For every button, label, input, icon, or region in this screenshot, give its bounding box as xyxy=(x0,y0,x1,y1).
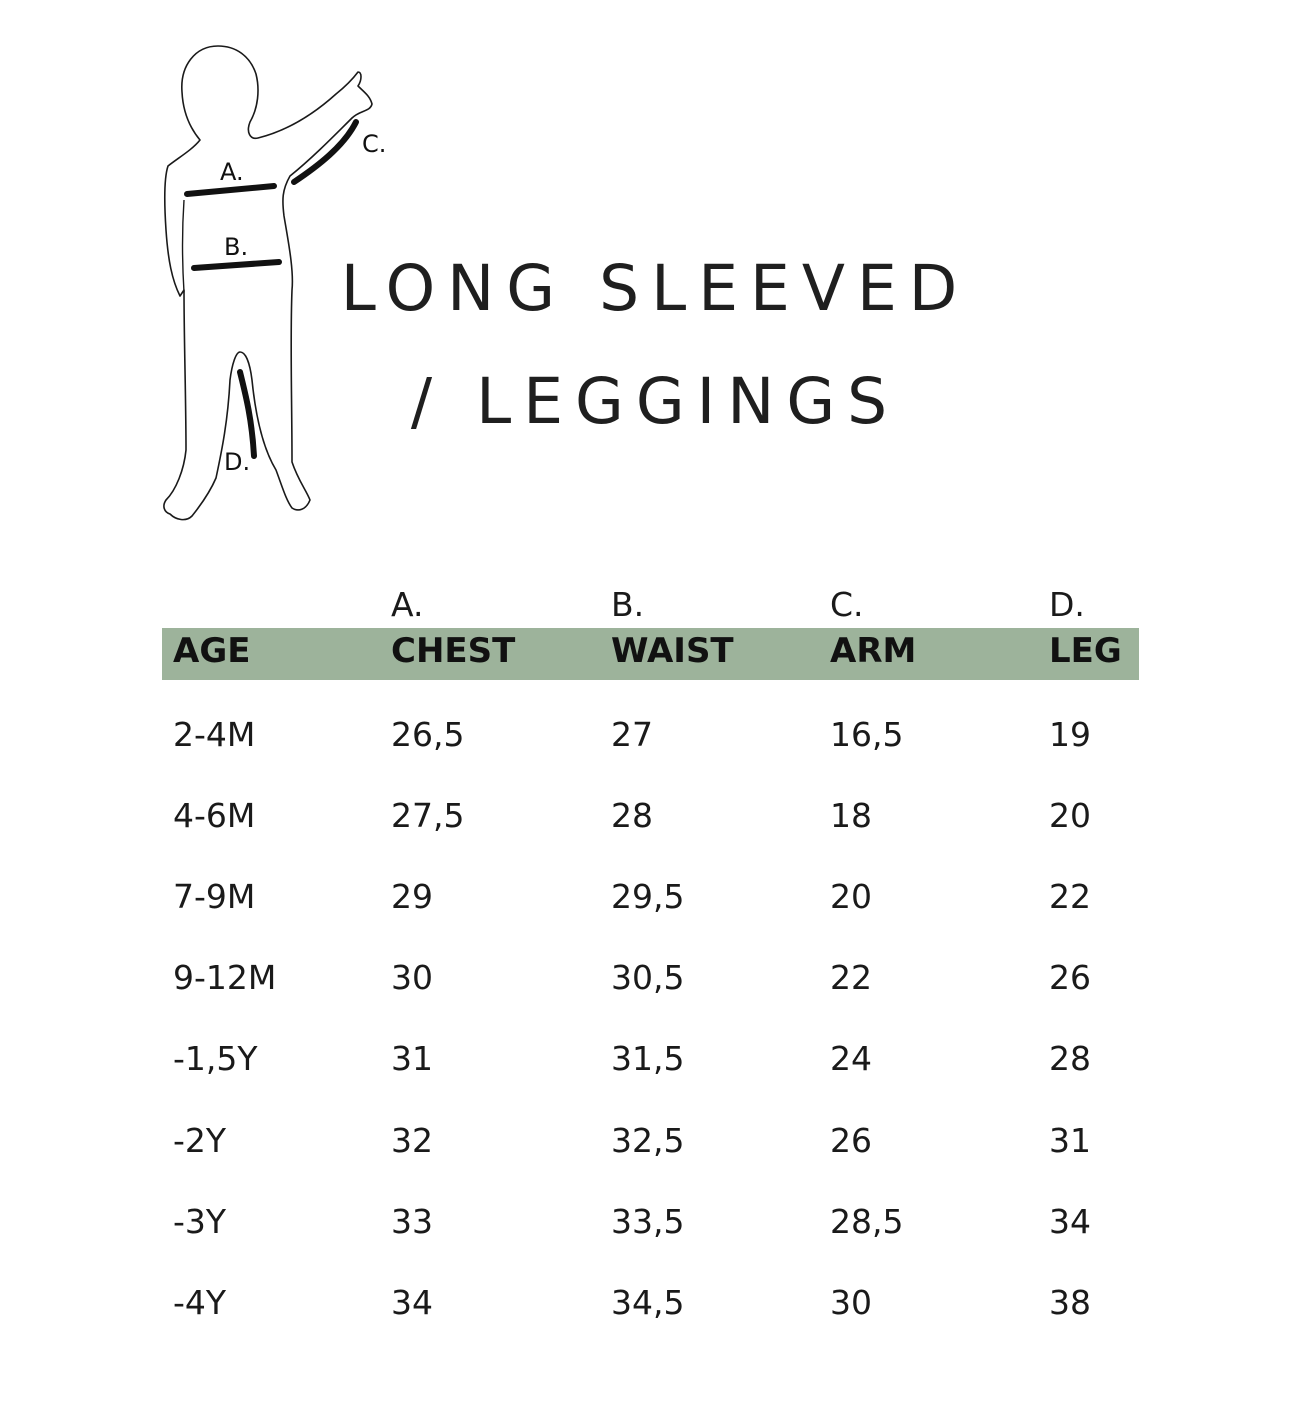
measurement-cell: 32,5 xyxy=(611,1121,685,1160)
title-line-1: LONG SLEEVED xyxy=(340,252,970,325)
measurement-cell: 30,5 xyxy=(611,958,685,997)
marker-a-bar xyxy=(187,186,274,194)
age-cell: -3Y xyxy=(173,1202,227,1241)
measurement-cell: 28,5 xyxy=(830,1202,904,1241)
measurement-cell: 38 xyxy=(1049,1283,1091,1322)
measurement-cell: 32 xyxy=(391,1121,433,1160)
column-header: ARM xyxy=(830,631,917,671)
measurement-cell: 22 xyxy=(1049,877,1091,916)
measurement-cell: 27 xyxy=(611,715,653,754)
title-line-2: / LEGGINGS xyxy=(410,365,900,438)
measurement-cell: 22 xyxy=(830,958,872,997)
column-letter: D. xyxy=(1049,585,1085,624)
age-cell: 4-6M xyxy=(173,796,256,835)
measurement-cell: 26,5 xyxy=(391,715,465,754)
measurement-cell: 20 xyxy=(830,877,872,916)
measurement-cell: 34 xyxy=(1049,1202,1091,1241)
measurement-cell: 31 xyxy=(1049,1121,1091,1160)
measurement-cell: 26 xyxy=(1049,958,1091,997)
measurement-cell: 26 xyxy=(830,1121,872,1160)
page-title xyxy=(300,232,1010,458)
measurement-cell: 24 xyxy=(830,1039,872,1078)
measurement-cell: 27,5 xyxy=(391,796,465,835)
measurement-cell: 16,5 xyxy=(830,715,904,754)
measurement-cell: 28 xyxy=(611,796,653,835)
marker-d-label: D. xyxy=(224,448,251,476)
age-cell: 7-9M xyxy=(173,877,256,916)
measurement-cell: 28 xyxy=(1049,1039,1091,1078)
measurement-cell: 31 xyxy=(391,1039,433,1078)
column-header: WAIST xyxy=(611,631,734,671)
column-header: AGE xyxy=(173,631,251,671)
measurement-cell: 18 xyxy=(830,796,872,835)
measurement-cell: 33,5 xyxy=(611,1202,685,1241)
age-cell: -1,5Y xyxy=(173,1039,258,1078)
marker-c-label: C. xyxy=(362,130,387,158)
column-header: CHEST xyxy=(391,631,516,671)
age-cell: 9-12M xyxy=(173,958,277,997)
measurement-cell: 34 xyxy=(391,1283,433,1322)
age-cell: -4Y xyxy=(173,1283,227,1322)
marker-c-bar xyxy=(294,122,356,182)
column-header: LEG xyxy=(1049,631,1122,671)
marker-b-bar xyxy=(194,262,279,268)
measurement-cell: 33 xyxy=(391,1202,433,1241)
measurement-cell: 30 xyxy=(391,958,433,997)
measurement-cell: 34,5 xyxy=(611,1283,685,1322)
column-letter: C. xyxy=(830,585,864,624)
measurement-cell: 20 xyxy=(1049,796,1091,835)
column-letter: A. xyxy=(391,585,424,624)
age-cell: -2Y xyxy=(173,1121,227,1160)
marker-a-label: A. xyxy=(220,158,244,186)
measurement-cell: 31,5 xyxy=(611,1039,685,1078)
measurement-cell: 29,5 xyxy=(611,877,685,916)
measurement-cell: 29 xyxy=(391,877,433,916)
measurement-cell: 30 xyxy=(830,1283,872,1322)
age-cell: 2-4M xyxy=(173,715,256,754)
marker-b-label: B. xyxy=(224,233,249,261)
column-letter: B. xyxy=(611,585,645,624)
measurement-cell: 19 xyxy=(1049,715,1091,754)
